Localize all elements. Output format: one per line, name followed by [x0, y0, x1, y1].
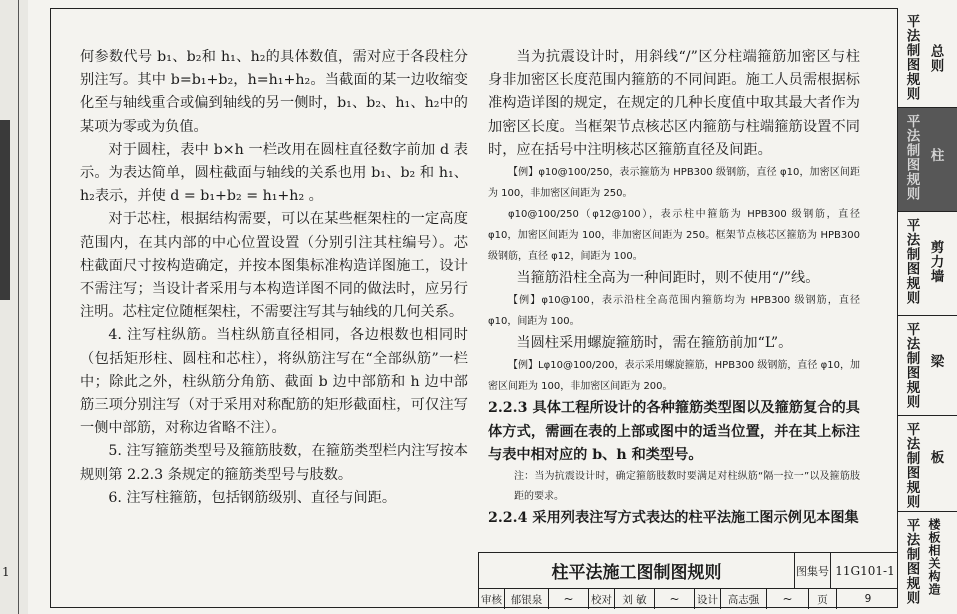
- check-name: 刘 敏: [615, 589, 655, 609]
- paragraph: 4. 注写柱纵筋。当柱纵筋直径相同，各边根数也相同时（包括矩形柱、圆柱和芯柱），将纵筋注写在“全部纵筋”一栏中；除此之外，柱纵筋分角筋、截面 b 边中部筋和 h 边中部筋三项分别注写（对于采用对称配筋的矩形截面柱，可仅注写一侧中部筋，对称边省略不注）。: [80, 327, 468, 437]
- margin-dark-bar: [0, 120, 10, 300]
- tab-label: 平法制图规则: [903, 14, 920, 101]
- tab-slab[interactable]: [898, 416, 957, 512]
- tab-label: 梁: [927, 354, 944, 369]
- tab-shear-wall[interactable]: [898, 212, 957, 316]
- tab-label: 平法制图规则: [903, 218, 920, 305]
- tab-general[interactable]: [898, 8, 957, 108]
- paragraph: 当圆柱采用螺旋箍筋时，需在箍筋前加“L”。: [516, 335, 793, 352]
- example-text: 【例】φ10@100/250，表示箍筋为 HPB300 级钢筋，直径 φ10，加密区间距为 100，非加密区间距为 250。: [488, 167, 860, 200]
- right-text-column: [488, 46, 860, 530]
- review-label: 审核: [479, 589, 505, 609]
- drawing-title: 柱平法施工图制图规则: [479, 553, 795, 589]
- example-text: 【例】φ10@100，表示沿柱全高范围内箍筋均为 HPB300 级钢筋，直径 φ10，间距为 100。: [488, 295, 860, 328]
- atlas-number: 11G101-1: [831, 553, 899, 589]
- tab-slab-related[interactable]: [898, 512, 957, 608]
- tab-beam[interactable]: [898, 316, 957, 416]
- example-text: 【例】Lφ10@100/200，表示采用螺旋箍筋，HPB300 级钢筋，直径 φ10，加密区间距为 100，非加密区间距为 200。: [488, 360, 860, 393]
- tab-label: 剪力墙: [927, 240, 944, 284]
- paragraph: 何参数代号 b₁、b₂和 h₁、h₂的具体数值，需对应于各段柱分别注写。其中 b=b₁+b₂，h=h₁+h₂。当截面的某一边收缩变化至与轴线重合或偏到轴线的另一侧时，b₁、b₂、h₁、h₂中的某项为零或为负值。: [80, 49, 468, 135]
- section-heading: 2.2.3 具体工程所设计的各种箍筋类型图以及箍筋复合的具体方式，需画在表的上部或图中的适当位置，并在其上标注与表中相对应的 b、h 和类型号。: [488, 400, 860, 463]
- page-number: 9: [864, 593, 872, 605]
- left-margin-strip: [0, 0, 28, 614]
- design-label: 设计: [695, 589, 721, 609]
- tab-label: 总则: [927, 44, 944, 73]
- tab-label: 平法制图规则: [903, 114, 920, 201]
- tab-label: 板: [927, 450, 944, 465]
- left-text-column: [80, 46, 468, 510]
- design-signature: ~: [767, 589, 809, 609]
- paragraph: 当为抗震设计时，用斜线“/”区分柱端箍筋加密区与柱身非加密区长度范围内箍筋的不同间距。施工人员需根据标准构造详图的规定，在规定的几种长度值中取其最大者作为加密区长度。当框架节点核芯区内箍筋与柱端箍筋设置不同时，应在括号中注明核芯区箍筋直径及间距。: [488, 49, 860, 158]
- title-block: [478, 552, 898, 608]
- signature-row: [479, 589, 899, 609]
- design-name: 高志强: [721, 589, 767, 609]
- margin-line: [18, 0, 19, 614]
- tab-column[interactable]: [898, 108, 957, 212]
- tab-label: 柱: [927, 148, 944, 163]
- tab-label: 平法制图规则: [903, 422, 920, 509]
- left-page-number: 1: [2, 565, 10, 579]
- paragraph: 当箍筋沿柱全高为一种间距时，则不使用“/”线。: [516, 270, 820, 287]
- paragraph: 对于芯柱，根据结构需要，可以在某些框架柱的一定高度范围内，在其内部的中心位置设置（分别引注其柱编号）。芯柱截面尺寸按构造确定，并按本图集标准构造详图施工，设计不需注写；当设计者采用与本构造详图不同的做法时，应另行注明。芯柱定位随框架柱，不需要注写其与轴线的几何关系。: [80, 211, 468, 321]
- atlas-label: 图集号: [795, 553, 831, 589]
- paragraph: 对于圆柱，表中 b×h 一栏改用在圆柱直径数字前加 d 表示。为表达简单，圆柱截面与轴线的关系也用 b₁、b₂ 和 h₁、h₂表示，并使 d = b₁+b₂ = h₁+h₂ 。: [80, 141, 468, 205]
- tab-label: 平法制图规则: [903, 518, 920, 605]
- page-label: 页: [809, 589, 837, 609]
- check-signature: ~: [655, 589, 695, 609]
- tab-label: 楼板相关构造: [927, 518, 941, 596]
- section-tabs: [898, 8, 957, 608]
- review-name: 郁银泉: [505, 589, 549, 609]
- section-heading: 2.2.4 采用列表注写方式表达的柱平法施工图示例见本图集: [488, 510, 859, 527]
- tab-label: 平法制图规则: [903, 322, 920, 409]
- example-text: φ10@100/250（φ12@100），表示柱中箍筋为 HPB300 级钢筋，直径 φ10，加密区间距为 100，非加密区间距为 250。框架节点核芯区箍筋为 HPB300 级钢筋，直径 φ12，间距为 100。: [488, 209, 860, 263]
- note-text: 注：当为抗震设计时，确定箍筋肢数时要满足对柱纵筋“隔一拉一”以及箍筋肢距的要求。: [514, 471, 860, 503]
- check-label: 校对: [589, 589, 615, 609]
- paragraph: 5. 注写箍筋类型号及箍筋肢数，在箍筋类型栏内注写按本规则第 2.2.3 条规定的箍筋类型号与肢数。: [80, 443, 468, 483]
- paragraph: 6. 注写柱箍筋，包括钢筋级别、直径与间距。: [108, 489, 397, 506]
- review-signature: ~: [549, 589, 589, 609]
